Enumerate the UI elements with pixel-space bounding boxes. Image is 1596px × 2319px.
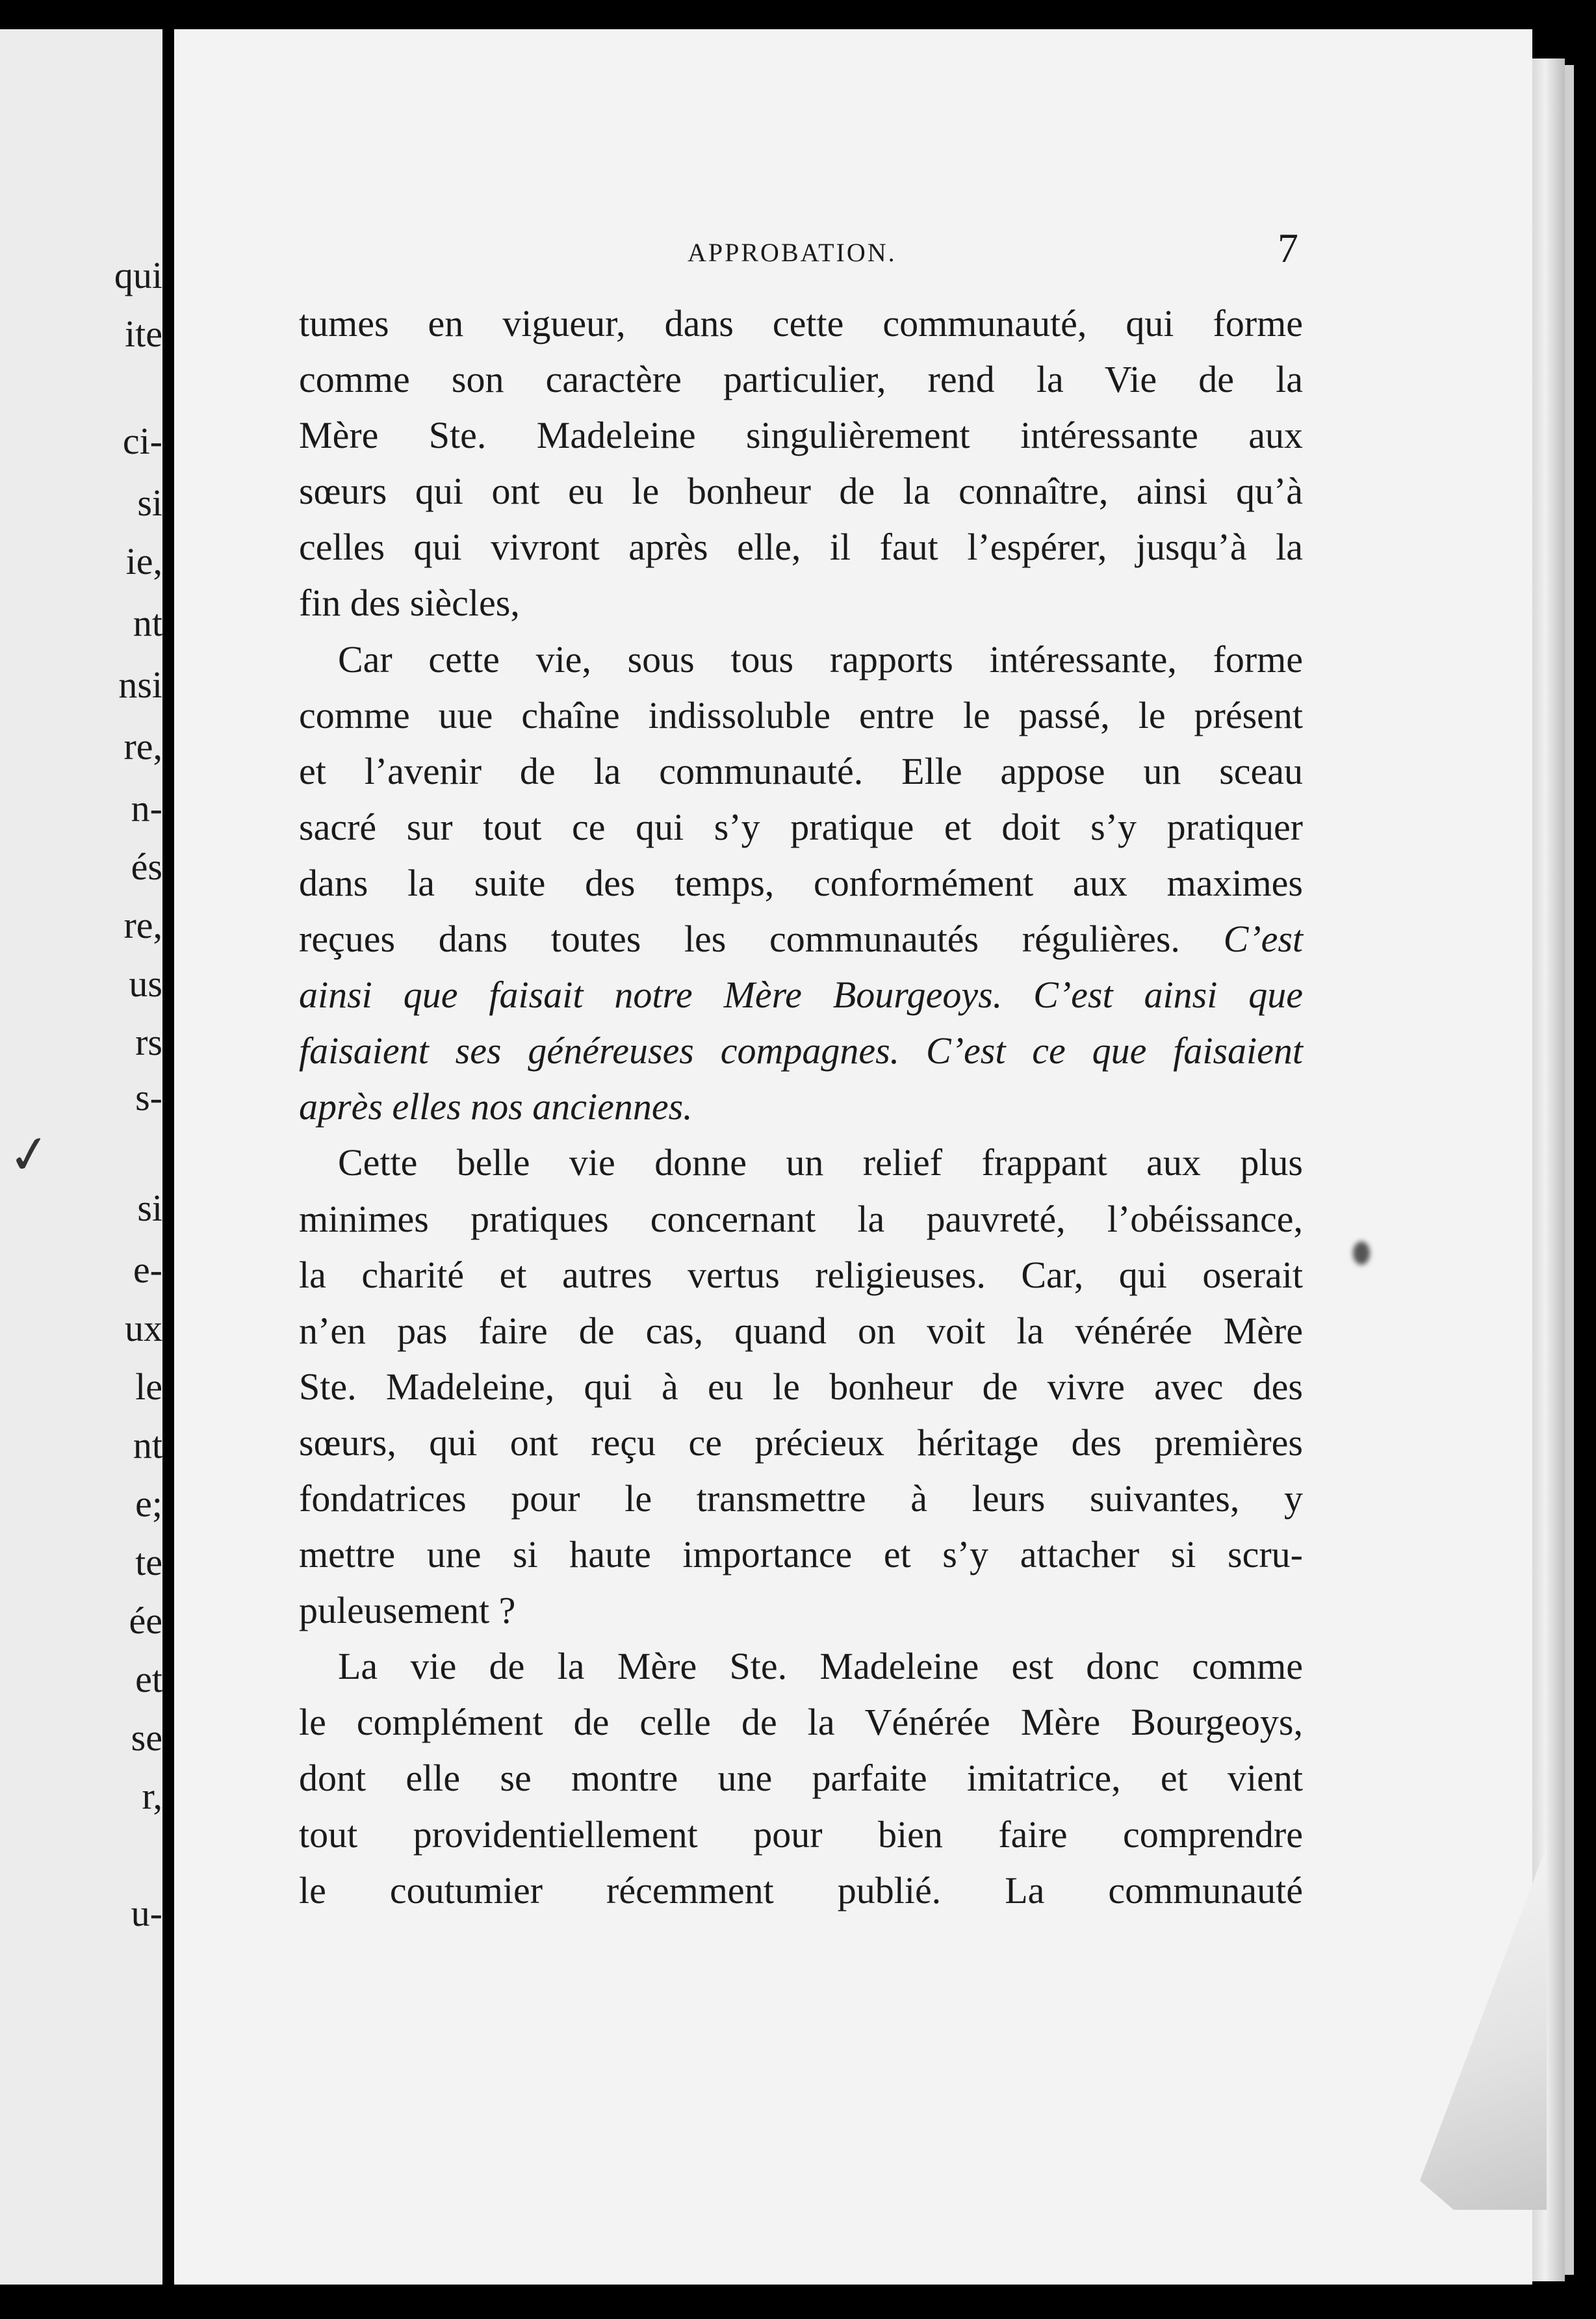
facing-page-line: s-: [135, 1076, 162, 1119]
running-head: [174, 224, 1532, 276]
text-line: le coutumier récemment publié. La communauté: [299, 1869, 1303, 1911]
italic-line: ainsi que faisait notre Mère Bourgeoys. C’est ainsi que: [299, 974, 1303, 1017]
text-line: sœurs qui ont eu le bonheur de la connaître, ainsi qu’à: [299, 470, 1303, 513]
facing-page-line: le: [135, 1366, 162, 1408]
body-text: [299, 296, 1303, 1919]
text-line: mettre une si haute importance et s’y attacher si scru-: [299, 1533, 1303, 1576]
facing-page-line: si: [137, 482, 162, 524]
text-line: Mère Ste. Madeleine singulièrement intéressante aux: [299, 414, 1303, 457]
paragraph-first-line: Cette belle vie donne un relief frappant aux plus: [338, 1141, 1303, 1184]
facing-page-line: re,: [123, 904, 162, 946]
paragraph-first-line: La vie de la Mère Ste. Madeleine est donc comme: [338, 1645, 1303, 1688]
facing-page-line: és: [131, 846, 162, 888]
facing-page-line: e;: [135, 1483, 162, 1525]
text-segment: reçues dans toutes les communautés régulières.: [299, 918, 1180, 961]
facing-page-line: nsi: [118, 664, 162, 706]
facing-page-line: rs: [135, 1021, 162, 1063]
facing-page-line: ite: [125, 313, 162, 355]
italic-line: faisaient ses généreuses compagnes. C’est ce que faisaient: [299, 1030, 1303, 1072]
text-line: le complément de celle de la Vénérée Mère Bourgeoys,: [299, 1701, 1303, 1744]
facing-page-line: nt: [133, 602, 162, 644]
text-line: puleusement ?: [299, 1589, 516, 1632]
facing-page-line: se: [131, 1717, 162, 1759]
text-line: sœurs, qui ont reçu ce précieux héritage des premières: [299, 1421, 1303, 1464]
facing-page-line: ie,: [125, 540, 162, 582]
facing-page-line: qui: [114, 254, 162, 296]
facing-page-line: ée: [129, 1600, 162, 1642]
pencil-check-mark: ✓: [4, 1124, 55, 1187]
facing-page-line: u-: [131, 1892, 162, 1934]
text-line: [299, 911, 1303, 967]
text-line: la charité et autres vertus religieuses. Car, qui oserait: [299, 1253, 1303, 1296]
facing-page-line: te: [135, 1541, 162, 1583]
facing-page-line: ci-: [122, 420, 162, 462]
facing-page-line: si: [137, 1187, 162, 1229]
text-line: dans la suite des temps, conformément aux maximes: [299, 861, 1303, 904]
text-line: fin des siècles,: [299, 582, 520, 625]
running-head-title: APPROBATION.: [688, 238, 897, 267]
text-line: tout providentiellement pour bien faire comprendre: [299, 1813, 1303, 1856]
paragraph-first-line: Car cette vie, sous tous rapports intéressante, forme: [338, 638, 1303, 680]
facing-page-line: et: [135, 1658, 162, 1700]
facing-page-line: re,: [123, 725, 162, 768]
text-line: n’en pas faire de cas, quand on voit la vénérée Mère: [299, 1309, 1303, 1352]
italic-segment: C’est: [1223, 918, 1304, 961]
text-line: minimes pratiques concernant la pauvreté, l’obéissance,: [299, 1197, 1303, 1240]
text-line: et l’avenir de la communauté. Elle appose un sceau: [299, 749, 1303, 792]
facing-page-line: nt: [133, 1424, 162, 1466]
facing-page-line: r,: [142, 1775, 162, 1817]
facing-page-line: ux: [125, 1307, 162, 1349]
page-number: 7: [1278, 225, 1298, 271]
ink-spot: [1353, 1241, 1370, 1265]
facing-page-line: n-: [131, 787, 162, 829]
text-line: sacré sur tout ce qui s’y pratique et doit s’y pratiquer: [299, 805, 1303, 848]
text-line: tumes en vigueur, dans cette communauté, qui forme: [299, 302, 1303, 344]
text-line: fondatrices pour le transmettre à leurs suivantes, y: [299, 1477, 1303, 1520]
text-line: comme uue chaîne indissoluble entre le passé, le présent: [299, 693, 1303, 736]
text-line: Ste. Madeleine, qui à eu le bonheur de vivre avec des: [299, 1365, 1303, 1408]
page-edge: [1565, 65, 1574, 2275]
book-page: [174, 29, 1532, 2285]
facing-page-line: e-: [133, 1249, 162, 1291]
text-line: dont elle se montre une parfaite imitatrice, et vient: [299, 1757, 1303, 1800]
facing-page-fragment: [0, 29, 162, 2285]
italic-line: après elles nos anciennes.: [299, 1085, 693, 1128]
text-line: celles qui vivront après elle, il faut l’espérer, jusqu’à la: [299, 526, 1303, 569]
text-line: comme son caractère particulier, rend la Vie de la: [299, 358, 1303, 401]
facing-page-line: us: [129, 963, 162, 1005]
